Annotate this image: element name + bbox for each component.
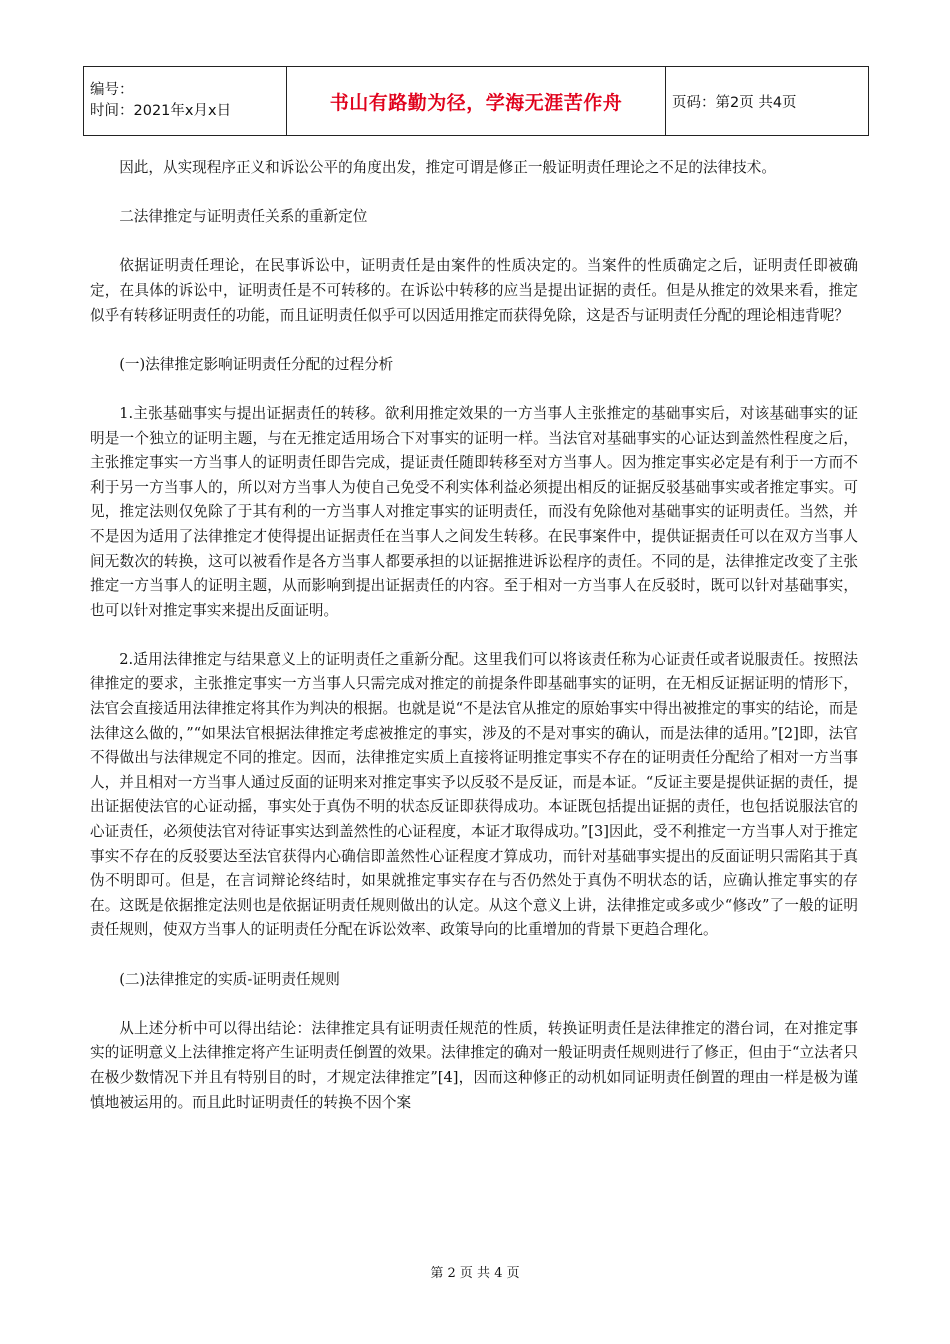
header-meta-cell bbox=[84, 67, 287, 136]
document-body bbox=[90, 156, 858, 1140]
page-header bbox=[83, 66, 869, 136]
document-number-label: 编号： bbox=[90, 82, 134, 98]
paragraph-point-1: 1.主张基础事实与提出证据责任的转移。欲利用推定效果的一方当事人主张推定的基础事实后，对该基础事实的证明是一个独立的证明主题，与在无推定适用场合下对事实的证明一样。当法官对基础事实的心证达到盖然性程度之后，主张推定事实一方当事人的证明责任即告完成，提证责任随即转移至对方当事人。因为推定事实必定是有利于一方而不利于另一方当事人的，所以对方当事人为使自己免受不利实体利益必须提出相反的证据反驳基础事实或者推定事实。可见，推定法则仅免除了于其有利的一方当事人对推定事实的证明责任，而没有免除他对基础事实的证明责任。当然，并不是因为适用了法律推定才使得提出证据责任在当事人之间发生转移。在民事案件中，提供证据责任可以在双方当事人间无数次的转换，这可以被看作是各方当事人都要承担的以证据推进诉讼程序的责任。不同的是，法律推定改变了主张推定一方当事人的证明主题，从而影响到提出证据责任的内容。至于相对一方当事人在反驳时，既可以针对基础事实，也可以针对推定事实来提出反面证明。 bbox=[90, 404, 858, 619]
page-footer bbox=[0, 1262, 950, 1281]
section-heading: 二法律推定与证明责任关系的重新定位 bbox=[119, 208, 368, 226]
header-slogan: 书山有路勤为径，学海无涯苦作舟 bbox=[329, 91, 623, 114]
paragraph-analysis: 从上述分析中可以得出结论：法律推定具有证明责任规范的性质，转换证明责任是法律推定的潜台词，在对推定事实的证明意义上法律推定将产生证明责任倒置的效果。法律推定的确对一般证明责任规则进行了修正，但由于“立法者只在极少数情况下并且有特别目的时，才规定法律推定”[4]，因而这种修正的动机如同证明责任倒置的理由一样是极为谨慎地被运用的。而且此时证明责任的转换不因个案 bbox=[90, 1019, 858, 1111]
document-time-label: 时间：2021年x月x日 bbox=[90, 103, 232, 119]
header-page-number: 页码：第2页 共4页 bbox=[672, 94, 797, 111]
subsection-heading: (一)法律推定影响证明责任分配的过程分析 bbox=[119, 355, 394, 373]
header-slogan-cell bbox=[287, 67, 666, 136]
subsection-heading: (二)法律推定的实质-证明责任规则 bbox=[119, 970, 340, 988]
footer-page-number: 第 2 页 共 4 页 bbox=[430, 1266, 520, 1281]
paragraph-intro: 依据证明责任理论，在民事诉讼中，证明责任是由案件的性质决定的。当案件的性质确定之后，证明责任即被确定，在具体的诉讼中，证明责任是不可转移的。在诉讼中转移的应当是提出证据的责任。但是从推定的效果来看，推定似乎有转移证明责任的功能，而且证明责任似乎可以因适用推定而获得免除，这是否与证明责任分配的理论相违背呢？ bbox=[90, 257, 858, 324]
header-page-cell bbox=[666, 67, 869, 136]
paragraph-point-2: 2.适用法律推定与结果意义上的证明责任之重新分配。这里我们可以将该责任称为心证责任或者说服责任。按照法律推定的要求，主张推定事实一方当事人只需完成对推定的前提条件即基础事实的证明，在无相反证据证明的情形下，法官会直接适用法律推定将其作为判决的根据。也就是说“不是法官从推定的原始事实中得出被推定的事实的结论，而是法律这么做的，”“如果法官根据法律推定考虑被推定的事实，涉及的不是对事实的确认，而是法律的适用。”[2]即，法官不得做出与法律规定不同的推定。因而，法律推定实质上直接将证明推定事实不存在的证明责任分配给了相对一方当事人，并且相对一方当事人通过反面的证明来对推定事实予以反驳不是反证，而是本证。“反证主要是提供证据的责任，提出证据使法官的心证动摇，事实处于真伪不明的状态反证即获得成功。本证既包括提出证据的责任，也包括说服法官的心证责任，必须使法官对待证事实达到盖然性的心证程度，本证才取得成功。”[3]因此，受不利推定一方当事人对于推定事实不存在的反驳要达至法官获得内心确信即盖然性心证程度才算成功，而针对基础事实提出的反面证明只需陷其于真伪不明即可。但是，在言词辩论终结时，如果就推定事实存在与否仍然处于真伪不明状态的话，应确认推定事实的存在。这既是依据推定法则也是依据证明责任规则做出的认定。从这个意义上讲，法律推定或多或少“修改”了一般的证明责任规则，使双方当事人的证明责任分配在诉讼效率、政策导向的比重增加的背景下更趋合理化。 bbox=[90, 650, 858, 939]
paragraph-conclusion: 因此，从实现程序正义和诉讼公平的角度出发，推定可谓是修正一般证明责任理论之不足的法律技术。 bbox=[119, 159, 776, 176]
